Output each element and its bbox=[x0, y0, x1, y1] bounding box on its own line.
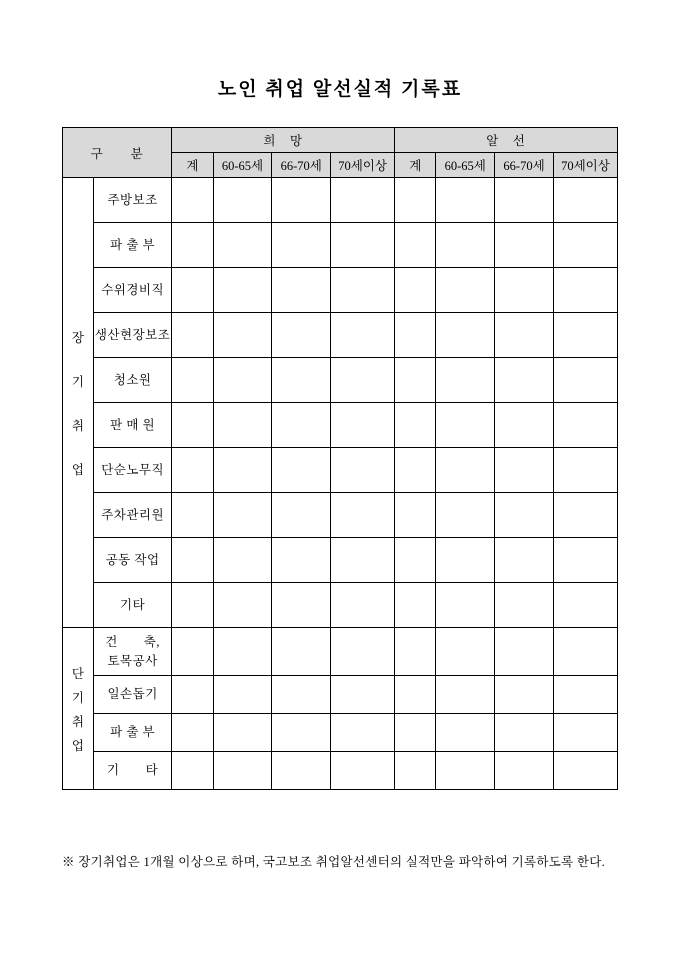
data-cell bbox=[436, 583, 495, 628]
data-cell bbox=[395, 752, 436, 790]
data-cell bbox=[213, 752, 272, 790]
data-cell bbox=[172, 538, 213, 583]
data-cell bbox=[395, 448, 436, 493]
data-cell bbox=[213, 178, 272, 223]
table-body bbox=[63, 178, 618, 790]
data-cell bbox=[172, 223, 213, 268]
data-cell bbox=[172, 583, 213, 628]
data-cell bbox=[331, 676, 395, 714]
table-row bbox=[63, 178, 618, 223]
data-cell bbox=[436, 628, 495, 676]
job-name: 판 매 원 bbox=[93, 403, 171, 448]
data-cell bbox=[495, 538, 554, 583]
table-row bbox=[63, 358, 618, 403]
job-name: 주방보조 bbox=[93, 178, 171, 223]
data-cell bbox=[272, 714, 331, 752]
data-cell bbox=[213, 583, 272, 628]
data-cell bbox=[272, 676, 331, 714]
table-row bbox=[63, 583, 618, 628]
data-cell bbox=[213, 628, 272, 676]
job-name: 파 출 부 bbox=[93, 223, 171, 268]
data-cell bbox=[172, 403, 213, 448]
data-cell bbox=[436, 313, 495, 358]
data-cell bbox=[395, 178, 436, 223]
data-cell bbox=[331, 628, 395, 676]
data-cell bbox=[213, 448, 272, 493]
table-row bbox=[63, 268, 618, 313]
data-cell bbox=[172, 268, 213, 313]
job-name: 단순노무직 bbox=[93, 448, 171, 493]
subheader-placement-60-65: 60-65세 bbox=[436, 153, 495, 178]
data-cell bbox=[553, 268, 617, 313]
job-name: 공동 작업 bbox=[93, 538, 171, 583]
data-cell bbox=[272, 752, 331, 790]
data-cell bbox=[553, 538, 617, 583]
data-cell bbox=[213, 493, 272, 538]
data-cell bbox=[436, 714, 495, 752]
data-cell bbox=[213, 268, 272, 313]
data-cell bbox=[172, 358, 213, 403]
data-cell bbox=[553, 178, 617, 223]
data-cell bbox=[272, 268, 331, 313]
data-cell bbox=[272, 178, 331, 223]
data-cell bbox=[395, 403, 436, 448]
data-cell bbox=[331, 178, 395, 223]
data-cell bbox=[172, 752, 213, 790]
data-cell bbox=[495, 403, 554, 448]
data-cell bbox=[395, 628, 436, 676]
job-name: 생산현장보조 bbox=[93, 313, 171, 358]
data-cell bbox=[272, 493, 331, 538]
data-cell bbox=[495, 714, 554, 752]
data-cell bbox=[331, 448, 395, 493]
data-cell bbox=[436, 538, 495, 583]
data-cell bbox=[331, 313, 395, 358]
data-cell bbox=[436, 223, 495, 268]
job-name: 파 출 부 bbox=[93, 714, 171, 752]
data-cell bbox=[272, 313, 331, 358]
data-cell bbox=[553, 358, 617, 403]
subheader-hope-66-70: 66-70세 bbox=[272, 153, 331, 178]
data-cell bbox=[172, 178, 213, 223]
job-name: 기 타 bbox=[93, 752, 171, 790]
data-cell bbox=[172, 628, 213, 676]
data-cell bbox=[553, 752, 617, 790]
data-cell bbox=[436, 403, 495, 448]
data-cell bbox=[495, 358, 554, 403]
data-cell bbox=[172, 493, 213, 538]
subheader-placement-70plus: 70세이상 bbox=[553, 153, 617, 178]
table-row bbox=[63, 714, 618, 752]
data-cell bbox=[213, 714, 272, 752]
job-name: 일손돕기 bbox=[93, 676, 171, 714]
data-cell bbox=[213, 358, 272, 403]
data-cell bbox=[272, 358, 331, 403]
table-row bbox=[63, 752, 618, 790]
data-cell bbox=[213, 403, 272, 448]
document-title: 노인 취업 알선실적 기록표 bbox=[217, 79, 463, 100]
data-cell bbox=[436, 448, 495, 493]
job-name: 수위경비직 bbox=[93, 268, 171, 313]
data-cell bbox=[272, 223, 331, 268]
data-cell bbox=[553, 676, 617, 714]
job-name: 기타 bbox=[93, 583, 171, 628]
data-cell bbox=[331, 493, 395, 538]
data-cell bbox=[331, 714, 395, 752]
data-cell bbox=[395, 538, 436, 583]
header-category: 구 분 bbox=[63, 128, 172, 178]
header-hope: 희 망 bbox=[172, 128, 395, 153]
data-cell bbox=[495, 676, 554, 714]
data-cell bbox=[395, 714, 436, 752]
data-cell bbox=[395, 676, 436, 714]
data-cell bbox=[553, 628, 617, 676]
data-cell bbox=[553, 714, 617, 752]
data-cell bbox=[436, 358, 495, 403]
data-cell bbox=[495, 178, 554, 223]
data-cell bbox=[331, 223, 395, 268]
data-cell bbox=[553, 448, 617, 493]
table-row bbox=[63, 628, 618, 676]
table-row bbox=[63, 313, 618, 358]
header-placement: 알 선 bbox=[395, 128, 618, 153]
header-row-1 bbox=[63, 128, 618, 153]
data-cell bbox=[553, 493, 617, 538]
data-cell bbox=[172, 313, 213, 358]
data-cell bbox=[331, 358, 395, 403]
data-cell bbox=[395, 358, 436, 403]
data-cell bbox=[172, 448, 213, 493]
data-cell bbox=[495, 628, 554, 676]
data-cell bbox=[553, 403, 617, 448]
data-cell bbox=[436, 752, 495, 790]
job-name: 청소원 bbox=[93, 358, 171, 403]
table-row bbox=[63, 493, 618, 538]
data-cell bbox=[495, 268, 554, 313]
table-row bbox=[63, 676, 618, 714]
subheader-placement-total: 계 bbox=[395, 153, 436, 178]
data-cell bbox=[331, 403, 395, 448]
data-cell bbox=[495, 752, 554, 790]
table-header bbox=[63, 128, 618, 178]
data-cell bbox=[213, 313, 272, 358]
subheader-hope-total: 계 bbox=[172, 153, 213, 178]
data-cell bbox=[553, 223, 617, 268]
group-label-long-term: 장 기 취 업 bbox=[63, 178, 94, 628]
data-cell bbox=[272, 628, 331, 676]
data-cell bbox=[172, 676, 213, 714]
group-label-short-term: 단 기 취 업 bbox=[63, 628, 94, 790]
table-row bbox=[63, 448, 618, 493]
subheader-hope-70plus: 70세이상 bbox=[331, 153, 395, 178]
data-cell bbox=[272, 538, 331, 583]
data-cell bbox=[213, 676, 272, 714]
data-cell bbox=[436, 493, 495, 538]
footnote-marker: ※ bbox=[62, 855, 75, 869]
data-cell bbox=[495, 583, 554, 628]
data-cell bbox=[395, 313, 436, 358]
data-cell bbox=[172, 714, 213, 752]
record-table bbox=[62, 127, 618, 790]
data-cell bbox=[331, 583, 395, 628]
job-name: 건 축, 토목공사 bbox=[93, 628, 171, 676]
footnote-text: 장기취업은 1개월 이상으로 하며, 국고보조 취업알선센터의 실적만을 파악하여 기록하도록 한다. bbox=[78, 855, 606, 869]
data-cell bbox=[395, 268, 436, 313]
data-cell bbox=[272, 448, 331, 493]
data-cell bbox=[436, 676, 495, 714]
data-cell bbox=[395, 583, 436, 628]
data-cell bbox=[553, 583, 617, 628]
data-cell bbox=[436, 178, 495, 223]
data-cell bbox=[272, 403, 331, 448]
table-row bbox=[63, 538, 618, 583]
data-cell bbox=[331, 268, 395, 313]
data-cell bbox=[213, 538, 272, 583]
data-cell bbox=[495, 493, 554, 538]
table-row bbox=[63, 403, 618, 448]
data-cell bbox=[331, 538, 395, 583]
data-cell bbox=[395, 223, 436, 268]
table-row bbox=[63, 223, 618, 268]
data-cell bbox=[213, 223, 272, 268]
data-cell bbox=[331, 752, 395, 790]
subheader-placement-66-70: 66-70세 bbox=[495, 153, 554, 178]
data-cell bbox=[495, 313, 554, 358]
data-cell bbox=[272, 583, 331, 628]
data-cell bbox=[495, 448, 554, 493]
subheader-hope-60-65: 60-65세 bbox=[213, 153, 272, 178]
data-cell bbox=[553, 313, 617, 358]
footnote bbox=[62, 852, 618, 874]
data-cell bbox=[395, 493, 436, 538]
data-cell bbox=[436, 268, 495, 313]
data-cell bbox=[495, 223, 554, 268]
job-name: 주차관리원 bbox=[93, 493, 171, 538]
